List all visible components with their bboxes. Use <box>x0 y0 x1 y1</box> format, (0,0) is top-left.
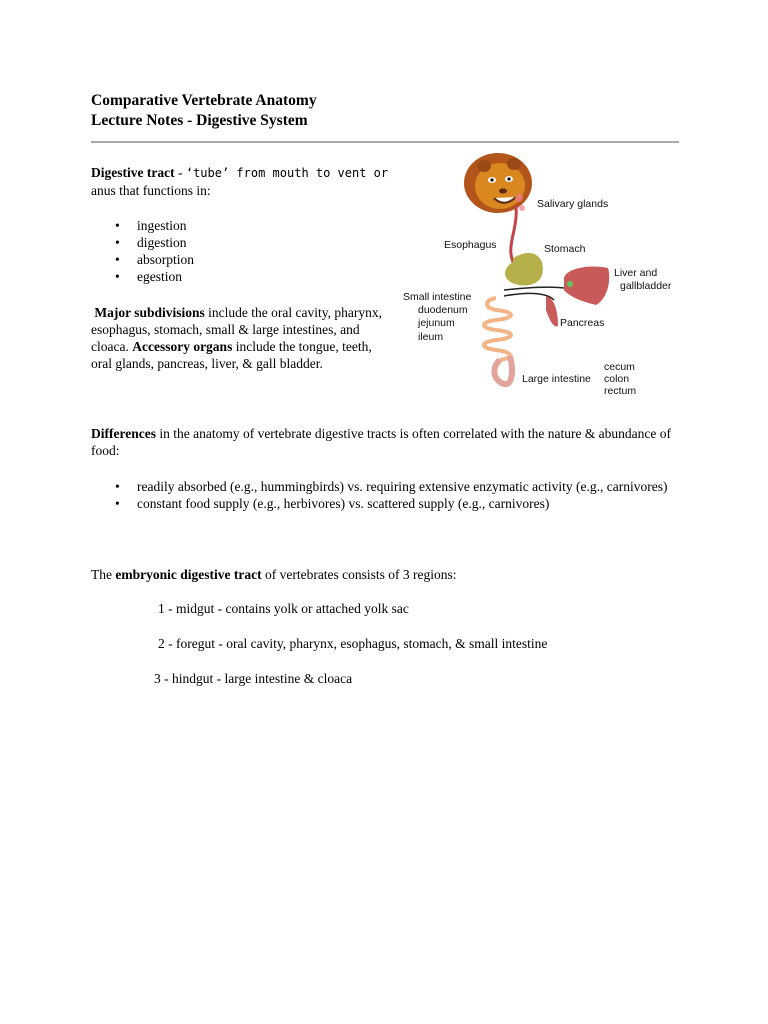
list-item: • absorption <box>110 251 370 268</box>
region-item-hindgut: 3 - hindgut - large intestine & cloaca <box>154 671 353 686</box>
differences-paragraph <box>91 425 681 459</box>
label-salivary-glands: Salivary glands <box>537 198 609 210</box>
label-large-intestine: Large intestine <box>522 373 591 385</box>
pancreas-shape <box>546 296 558 326</box>
horizontal-rule <box>91 141 679 143</box>
lion-head-illustration <box>464 153 532 213</box>
embryonic-paragraph <box>91 566 681 583</box>
label-small-intestine: Small intestine <box>403 291 472 303</box>
list-item: • digestion <box>110 234 370 251</box>
region-item-foregut: 2 - foregut - oral cavity, pharynx, esophagus, stomach, & small intestine <box>158 636 548 651</box>
label-colon: colon <box>604 373 630 385</box>
intro-paragraph <box>91 164 391 199</box>
label-pancreas: Pancreas <box>560 317 605 329</box>
embryo-text: of vertebrates consists of 3 regions: <box>261 567 457 582</box>
label-stomach: Stomach <box>544 243 586 255</box>
label-cecum: cecum <box>604 361 635 373</box>
list-item: • readily absorbed (e.g., hummingbirds) vs. requiring extensive enzymatic activity (e.g., carnivores) <box>110 478 680 495</box>
intro-dash: - <box>174 165 186 180</box>
title-line-1: Comparative Vertebrate Anatomy <box>91 92 317 109</box>
region-item-midgut: 1 - midgut - contains yolk or attached yolk sac <box>158 601 409 616</box>
term-accessory-organs: Accessory organs <box>132 339 233 354</box>
differences-text: in the anatomy of vertebrate digestive tracts is often correlated with the nature & abundance of food: <box>91 426 672 458</box>
term-digestive-tract: Digestive tract <box>91 165 175 180</box>
label-ileum: ileum <box>418 331 444 343</box>
embryo-prefix: The <box>91 567 116 582</box>
label-duodenum: duodenum <box>418 304 468 316</box>
list-item: • ingestion <box>110 217 370 234</box>
label-rectum: rectum <box>604 385 637 397</box>
label-esophagus: Esophagus <box>444 239 497 251</box>
list-item: • egestion <box>110 268 370 285</box>
subdivisions-text-2: include the tongue, teeth, oral glands, pancreas, liver, & gall bladder. <box>91 339 372 371</box>
label-jejunum: jejunum <box>418 317 455 329</box>
subdivisions-paragraph <box>91 304 391 372</box>
term-embryonic-digestive-tract: embryonic digestive tract <box>115 567 262 582</box>
subdivisions-text-1: include the oral cavity, pharynx, esophagus, stomach, small & large intestines, and cloaca. <box>91 305 382 354</box>
term-differences: Differences <box>91 426 156 441</box>
intro-rest-text: anus that functions in: <box>91 183 211 198</box>
bile-duct <box>504 287 564 290</box>
intro-tube-text: ‘tube’ from mouth to vent or <box>185 166 389 180</box>
title-line-2: Lecture Notes - Digestive System <box>91 112 308 129</box>
digestive-system-diagram <box>396 150 680 400</box>
label-liver-1: Liver and <box>614 267 658 279</box>
term-major-subdivisions: Major subdivisions <box>94 305 205 320</box>
gallbladder-dot <box>567 281 573 287</box>
function-list <box>110 217 370 285</box>
document-title <box>91 91 317 131</box>
differences-list <box>110 478 680 512</box>
small-intestine <box>484 298 511 360</box>
list-item: • constant food supply (e.g., herbivores) vs. scattered supply (e.g., carnivores) <box>110 495 680 512</box>
label-liver-2: gallbladder <box>620 280 672 292</box>
esophagus-tube <box>511 206 516 262</box>
